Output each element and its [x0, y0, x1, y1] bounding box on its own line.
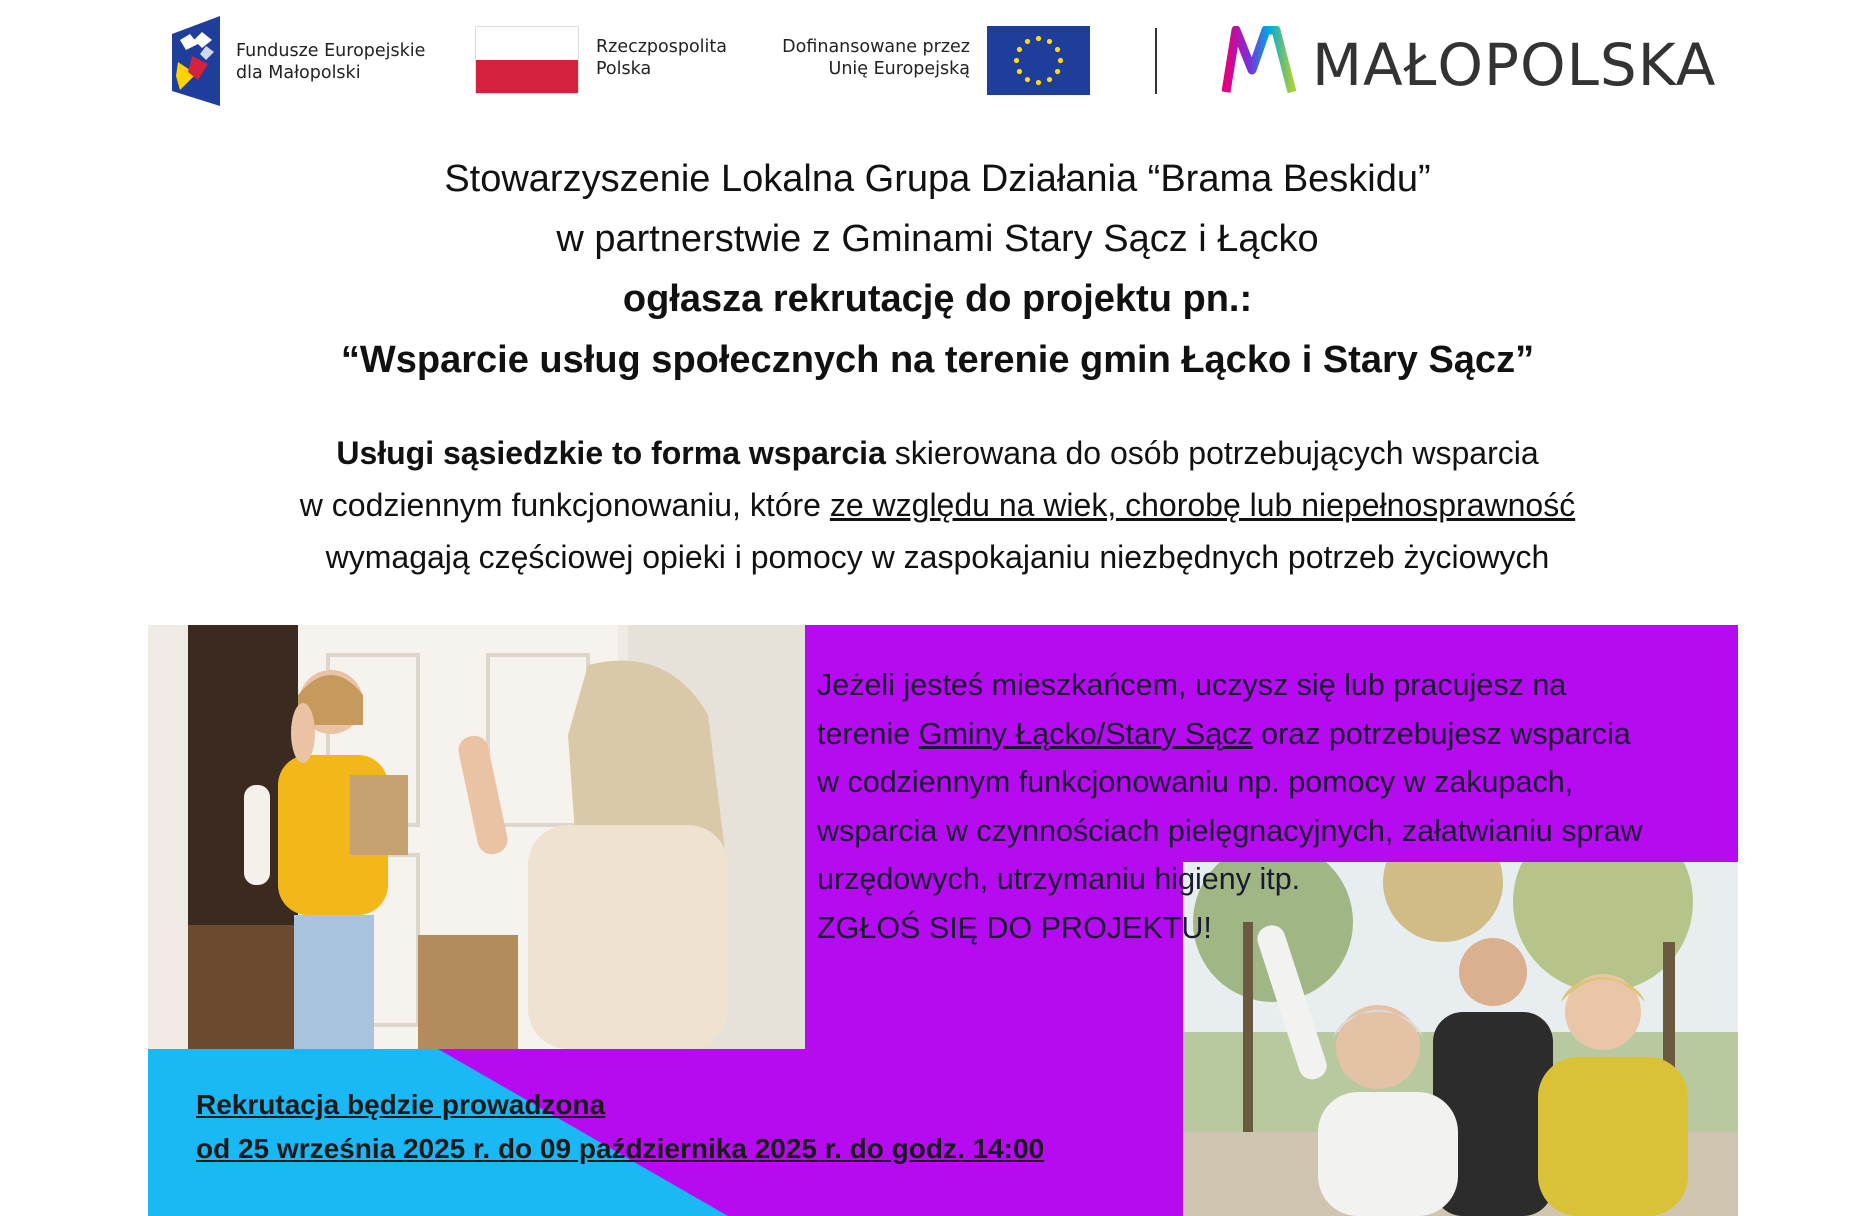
banner-text-line-2	[817, 710, 1717, 759]
project-title: “Wsparcie usług społecznych na terenie gmin Łącko i Stary Sącz”	[340, 339, 1535, 381]
recruitment-banner	[148, 625, 1738, 1216]
neighbor-visit-photo	[148, 625, 805, 1049]
banner-text-line-2-start: terenie	[817, 716, 919, 751]
banner-eligibility-text	[817, 661, 1717, 952]
announcement-line: ogłasza rekrutację do projektu pn.:	[622, 278, 1253, 320]
fundusze-europejskie-logo-icon	[172, 16, 220, 106]
eu-star-icon	[1036, 36, 1041, 41]
eu-star-icon	[1036, 80, 1041, 85]
polish-flag-icon	[475, 26, 579, 94]
eu-name-line2: Unię Europejską	[828, 59, 970, 79]
fundusze-europejskie-name	[236, 40, 425, 84]
malopolska-logo-icon	[1222, 26, 1296, 94]
intro-bold: Usługi sąsiedzkie to forma wsparcia	[336, 435, 886, 471]
banner-text-line-4: wsparcia w czynnościach pielęgnacyjnych, załatwianiu spraw	[817, 813, 1643, 848]
banner-text-line-2-end: oraz potrzebujesz wsparcia	[1252, 716, 1631, 751]
eu-name-line1: Dofinansowane przez	[782, 37, 970, 57]
intro-line-1	[0, 433, 1875, 473]
banner-text-line-3: w codziennym funkcjonowaniu np. pomocy w zakupach,	[817, 765, 1574, 799]
organizer-line: Stowarzyszenie Lokalna Grupa Działania “Brama Beskidu”	[444, 158, 1431, 200]
recruitment-line-1: Rekrutacja będzie prowadzona	[196, 1089, 606, 1120]
banner-text-line-1: Jeżeli jesteś mieszkańcem, uczysz się lub pracujesz na	[817, 668, 1567, 702]
eu-cofinancing-name	[740, 36, 970, 80]
intro-line-3: wymagają częściowej opieki i pomocy w zaspokajaniu niezbędnych potrzeb życiowych	[325, 539, 1550, 575]
fe-name-line2: dla Małopolski	[236, 63, 361, 83]
eu-star-icon	[1047, 77, 1052, 82]
gminy-link[interactable]: Gminy Łącko/Stary Sącz	[918, 716, 1253, 751]
intro-line-1-rest: skierowana do osób potrzebujących wsparcia	[885, 435, 1539, 471]
eu-star-icon	[1025, 77, 1030, 82]
recruitment-line-2: od 25 września 2025 r. do 09 października 2025 r. do godz. 14:00	[196, 1133, 1045, 1164]
rzeczpospolita-name	[596, 36, 727, 80]
intro-underlined-criteria: ze względu na wiek, chorobę lub niepełnosprawność	[829, 487, 1576, 523]
eu-star-icon	[1055, 69, 1060, 74]
intro-line-2-start: w codziennym funkcjonowaniu, które	[299, 487, 830, 523]
banner-call-to-action: ZGŁOŚ SIĘ DO PROJEKTU!	[817, 910, 1212, 945]
eu-star-icon	[1017, 47, 1022, 52]
rp-name-line2: Polska	[596, 59, 652, 79]
fe-name-line1: Fundusze Europejskie	[236, 41, 426, 61]
intro-line-2	[0, 485, 1875, 525]
eu-star-icon	[1025, 39, 1030, 44]
eu-star-icon	[1058, 58, 1063, 63]
logo-divider	[1155, 28, 1157, 94]
rp-name-line1: Rzeczpospolita	[596, 37, 727, 57]
partnership-line: w partnerstwie z Gminami Stary Sącz i Łącko	[556, 218, 1319, 260]
banner-text-line-5: urzędowych, utrzymaniu higieny itp.	[817, 862, 1301, 896]
eu-star-icon	[1055, 47, 1060, 52]
malopolska-wordmark: MAŁOPOLSKA	[1312, 31, 1717, 99]
eu-star-icon	[1017, 69, 1022, 74]
eu-star-icon	[1014, 58, 1019, 63]
eu-flag-icon	[987, 26, 1090, 95]
recruitment-dates	[196, 1083, 1044, 1171]
eu-star-icon	[1047, 39, 1052, 44]
